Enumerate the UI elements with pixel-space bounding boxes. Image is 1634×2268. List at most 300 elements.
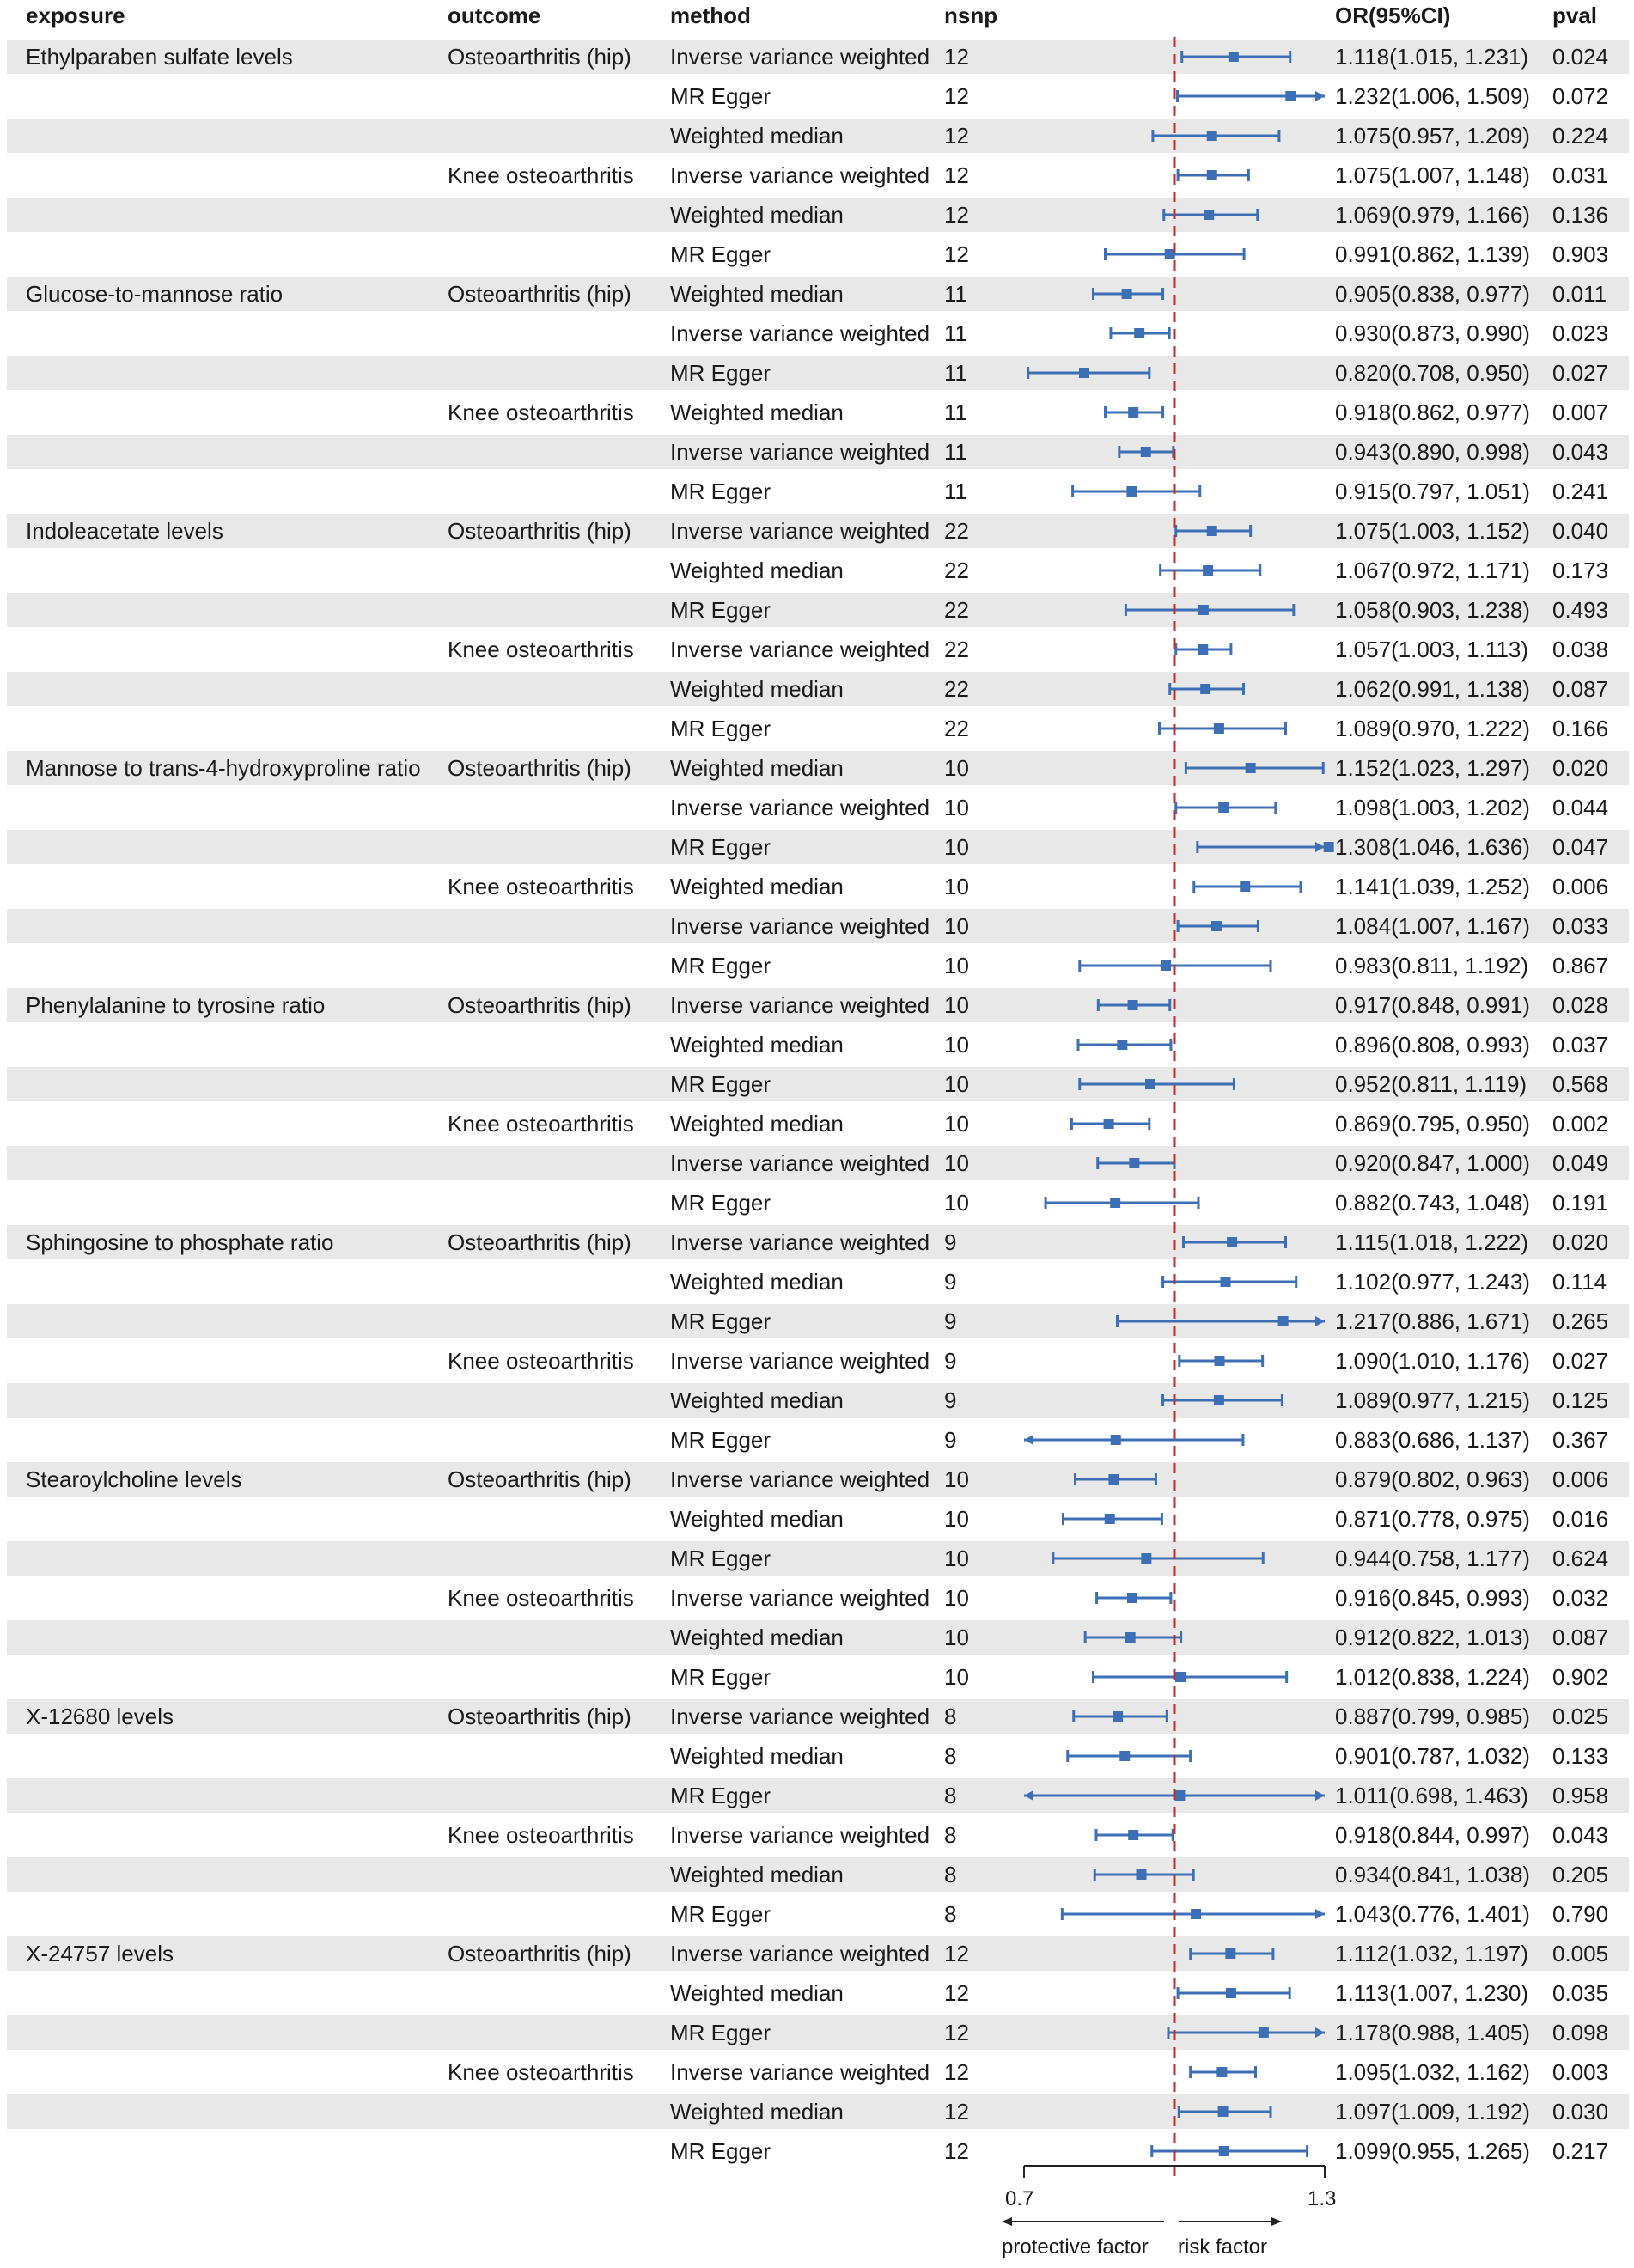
method-cell: MR Egger bbox=[670, 1308, 771, 1334]
nsnp-cell: 8 bbox=[944, 1704, 957, 1729]
or-ci-cell: 1.043(0.776, 1.401) bbox=[1335, 1901, 1530, 1927]
ci-arrow-right bbox=[1315, 1316, 1325, 1326]
method-cell: Inverse variance weighted bbox=[670, 1466, 930, 1492]
method-cell: Inverse variance weighted bbox=[670, 1348, 930, 1374]
or-ci-cell: 0.912(0.822, 1.013) bbox=[1335, 1625, 1530, 1650]
exposure-cell: Phenylalanine to tyrosine ratio bbox=[26, 992, 326, 1018]
outcome-cell: Osteoarthritis (hip) bbox=[448, 992, 631, 1018]
or-point bbox=[1215, 1356, 1225, 1366]
method-cell: Weighted median bbox=[670, 1032, 844, 1058]
nsnp-cell: 10 bbox=[944, 1111, 969, 1137]
pval-cell: 0.003 bbox=[1552, 2059, 1609, 2085]
or-ci-cell: 1.141(1.039, 1.252) bbox=[1335, 874, 1530, 899]
pval-cell: 0.027 bbox=[1552, 360, 1609, 386]
or-point bbox=[1204, 210, 1214, 220]
or-point bbox=[1198, 644, 1208, 655]
nsnp-cell: 22 bbox=[944, 716, 969, 741]
pval-cell: 0.011 bbox=[1552, 281, 1607, 307]
or-ci-cell: 0.869(0.795, 0.950) bbox=[1335, 1111, 1530, 1137]
nsnp-cell: 11 bbox=[944, 439, 967, 465]
or-point bbox=[1218, 2106, 1229, 2117]
outcome-cell: Osteoarthritis (hip) bbox=[448, 281, 631, 307]
or-ci-cell: 0.901(0.787, 1.032) bbox=[1335, 1743, 1530, 1769]
method-cell: MR Egger bbox=[670, 1783, 771, 1808]
method-cell: Inverse variance weighted bbox=[670, 913, 930, 939]
axis-max-label: 1.3 bbox=[1308, 2187, 1337, 2210]
method-cell: Inverse variance weighted bbox=[670, 1585, 930, 1611]
or-ci-cell: 0.915(0.797, 1.051) bbox=[1335, 479, 1530, 504]
ci-arrow-right bbox=[1315, 1790, 1325, 1801]
ci-arrow-left bbox=[1024, 1435, 1033, 1445]
or-point bbox=[1225, 1948, 1235, 1959]
method-cell: Weighted median bbox=[670, 558, 844, 583]
nsnp-cell: 12 bbox=[944, 2099, 969, 2125]
or-point bbox=[1207, 170, 1217, 180]
or-ci-cell: 0.934(0.841, 1.038) bbox=[1335, 1862, 1530, 1887]
nsnp-cell: 12 bbox=[944, 2138, 969, 2164]
pval-cell: 0.205 bbox=[1552, 1862, 1609, 1887]
or-point bbox=[1128, 1830, 1138, 1840]
risk-factor-label: risk factor bbox=[1178, 2235, 1268, 2259]
pval-cell: 0.040 bbox=[1552, 518, 1609, 544]
or-ci-cell: 1.089(0.977, 1.215) bbox=[1335, 1387, 1530, 1413]
ci-arrow-right bbox=[1315, 842, 1325, 852]
or-ci-cell: 0.883(0.686, 1.137) bbox=[1335, 1427, 1530, 1453]
or-ci-cell: 0.918(0.844, 0.997) bbox=[1335, 1822, 1530, 1848]
or-point bbox=[1126, 486, 1137, 497]
or-point bbox=[1145, 1079, 1155, 1089]
method-cell: MR Egger bbox=[670, 241, 771, 267]
or-ci-cell: 0.944(0.758, 1.177) bbox=[1335, 1546, 1530, 1571]
or-ci-cell: 0.896(0.808, 0.993) bbox=[1335, 1032, 1530, 1058]
or-ci-cell: 1.012(0.838, 1.224) bbox=[1335, 1664, 1530, 1690]
pval-cell: 0.006 bbox=[1552, 1466, 1609, 1492]
method-cell: MR Egger bbox=[670, 1546, 771, 1571]
pval-cell: 0.624 bbox=[1552, 1546, 1609, 1571]
method-cell: Inverse variance weighted bbox=[670, 518, 930, 544]
method-cell: Weighted median bbox=[670, 281, 844, 307]
pval-cell: 0.136 bbox=[1552, 202, 1609, 228]
method-cell: MR Egger bbox=[670, 1071, 771, 1097]
or-point bbox=[1285, 91, 1296, 101]
or-ci-cell: 1.152(1.023, 1.297) bbox=[1335, 755, 1530, 781]
method-cell: Inverse variance weighted bbox=[670, 162, 930, 188]
or-ci-cell: 1.113(1.007, 1.230) bbox=[1335, 1980, 1529, 2006]
method-cell: MR Egger bbox=[670, 834, 771, 860]
nsnp-cell: 9 bbox=[944, 1269, 957, 1295]
or-point bbox=[1125, 1632, 1136, 1643]
ci-arrow-left bbox=[1024, 1790, 1033, 1801]
pval-cell: 0.568 bbox=[1552, 1071, 1609, 1097]
method-cell: Inverse variance weighted bbox=[670, 1941, 930, 1966]
nsnp-cell: 22 bbox=[944, 518, 969, 544]
outcome-cell: Osteoarthritis (hip) bbox=[448, 1704, 631, 1729]
nsnp-cell: 12 bbox=[944, 44, 969, 70]
pval-cell: 0.072 bbox=[1552, 83, 1609, 109]
or-point bbox=[1079, 368, 1089, 378]
or-ci-cell: 0.882(0.743, 1.048) bbox=[1335, 1190, 1530, 1216]
or-ci-cell: 1.075(1.007, 1.148) bbox=[1335, 162, 1530, 188]
or-ci-cell: 0.918(0.862, 0.977) bbox=[1335, 399, 1530, 425]
or-point bbox=[1227, 1237, 1237, 1247]
outcome-cell: Knee osteoarthritis bbox=[448, 637, 634, 662]
or-point bbox=[1113, 1711, 1123, 1722]
or-ci-cell: 1.308(1.046, 1.636) bbox=[1335, 834, 1530, 860]
method-cell: MR Egger bbox=[670, 1901, 771, 1927]
method-cell: MR Egger bbox=[670, 716, 771, 741]
header-outcome: outcome bbox=[448, 3, 541, 28]
method-cell: Inverse variance weighted bbox=[670, 320, 930, 346]
nsnp-cell: 10 bbox=[944, 1466, 969, 1492]
nsnp-cell: 12 bbox=[944, 202, 969, 228]
or-point bbox=[1105, 1514, 1115, 1524]
method-cell: MR Egger bbox=[670, 1190, 771, 1216]
nsnp-cell: 10 bbox=[944, 913, 969, 939]
pval-cell: 0.867 bbox=[1552, 953, 1609, 979]
nsnp-cell: 10 bbox=[944, 953, 969, 979]
method-cell: Inverse variance weighted bbox=[670, 439, 930, 465]
pval-cell: 0.002 bbox=[1552, 1111, 1609, 1137]
or-point bbox=[1137, 1869, 1147, 1880]
outcome-cell: Knee osteoarthritis bbox=[448, 399, 634, 425]
pval-cell: 0.024 bbox=[1552, 44, 1609, 70]
or-point bbox=[1246, 763, 1256, 773]
nsnp-cell: 12 bbox=[944, 1941, 969, 1966]
or-ci-cell: 1.217(0.886, 1.671) bbox=[1335, 1308, 1530, 1334]
pval-cell: 0.033 bbox=[1552, 913, 1609, 939]
pval-cell: 0.038 bbox=[1552, 637, 1609, 662]
pval-cell: 0.020 bbox=[1552, 755, 1609, 781]
or-point bbox=[1259, 2027, 1269, 2038]
nsnp-cell: 11 bbox=[944, 360, 967, 386]
nsnp-cell: 10 bbox=[944, 1585, 969, 1611]
pval-cell: 0.028 bbox=[1552, 992, 1609, 1018]
or-point bbox=[1141, 1553, 1151, 1564]
or-point bbox=[1191, 1909, 1201, 1919]
or-point bbox=[1122, 289, 1132, 299]
or-point bbox=[1175, 1672, 1186, 1682]
pval-cell: 0.037 bbox=[1552, 1032, 1609, 1058]
pval-cell: 0.005 bbox=[1552, 1941, 1609, 1966]
nsnp-cell: 22 bbox=[944, 637, 969, 662]
or-point bbox=[1278, 1316, 1289, 1326]
nsnp-cell: 9 bbox=[944, 1427, 957, 1453]
method-cell: Weighted median bbox=[670, 123, 844, 149]
pval-cell: 0.023 bbox=[1552, 320, 1609, 346]
exposure-cell: Mannose to trans-4-hydroxyproline ratio bbox=[26, 755, 421, 781]
or-point bbox=[1207, 526, 1217, 536]
method-cell: Weighted median bbox=[670, 202, 844, 228]
or-point bbox=[1108, 1474, 1119, 1485]
or-point bbox=[1229, 52, 1239, 62]
nsnp-cell: 8 bbox=[944, 1822, 957, 1848]
ci-arrow-right bbox=[1315, 91, 1325, 101]
or-point bbox=[1219, 2146, 1229, 2156]
or-point bbox=[1110, 1198, 1120, 1208]
nsnp-cell: 10 bbox=[944, 1546, 969, 1571]
or-ci-cell: 0.879(0.802, 0.963) bbox=[1335, 1466, 1530, 1492]
pval-cell: 0.087 bbox=[1552, 676, 1609, 702]
ci-arrow-right bbox=[1315, 1909, 1325, 1919]
or-point bbox=[1207, 131, 1217, 141]
or-ci-cell: 0.920(0.847, 1.000) bbox=[1335, 1150, 1530, 1176]
outcome-cell: Knee osteoarthritis bbox=[448, 2059, 634, 2085]
or-ci-cell: 0.983(0.811, 1.192) bbox=[1335, 953, 1529, 979]
protective-factor-label: protective factor bbox=[1002, 2235, 1149, 2259]
exposure-cell: X-24757 levels bbox=[26, 1941, 174, 1966]
pval-cell: 0.265 bbox=[1552, 1308, 1609, 1334]
outcome-cell: Osteoarthritis (hip) bbox=[448, 1229, 631, 1255]
pval-cell: 0.114 bbox=[1552, 1269, 1607, 1295]
or-ci-cell: 1.069(0.979, 1.166) bbox=[1335, 202, 1530, 228]
nsnp-cell: 11 bbox=[944, 281, 967, 307]
or-ci-cell: 0.820(0.708, 0.950) bbox=[1335, 360, 1530, 386]
or-ci-cell: 0.917(0.848, 0.991) bbox=[1335, 992, 1530, 1018]
method-cell: Weighted median bbox=[670, 676, 844, 702]
header-exposure: exposure bbox=[26, 3, 125, 28]
nsnp-cell: 10 bbox=[944, 834, 969, 860]
method-cell: Inverse variance weighted bbox=[670, 992, 930, 1018]
method-cell: Weighted median bbox=[670, 874, 844, 899]
nsnp-cell: 9 bbox=[944, 1308, 957, 1334]
or-ci-cell: 1.115(1.018, 1.222) bbox=[1335, 1229, 1529, 1255]
or-point bbox=[1111, 1435, 1121, 1445]
or-point bbox=[1117, 1040, 1127, 1050]
pval-cell: 0.047 bbox=[1552, 834, 1609, 860]
risk-arrow-head bbox=[1271, 2217, 1282, 2226]
pval-cell: 0.367 bbox=[1552, 1427, 1609, 1453]
method-cell: Weighted median bbox=[670, 1111, 844, 1137]
outcome-cell: Knee osteoarthritis bbox=[448, 162, 634, 188]
pval-cell: 0.006 bbox=[1552, 874, 1609, 899]
or-ci-cell: 1.058(0.903, 1.238) bbox=[1335, 597, 1530, 623]
method-cell: Weighted median bbox=[670, 755, 844, 781]
or-point bbox=[1203, 565, 1213, 576]
ci-arrow-right bbox=[1315, 2027, 1325, 2038]
outcome-cell: Osteoarthritis (hip) bbox=[448, 755, 631, 781]
pval-cell: 0.007 bbox=[1552, 399, 1609, 425]
nsnp-cell: 10 bbox=[944, 1190, 969, 1216]
pval-cell: 0.958 bbox=[1552, 1783, 1609, 1808]
or-point bbox=[1200, 684, 1210, 694]
method-cell: Weighted median bbox=[670, 1743, 844, 1769]
or-point bbox=[1218, 802, 1229, 813]
nsnp-cell: 9 bbox=[944, 1229, 957, 1255]
nsnp-cell: 10 bbox=[944, 992, 969, 1018]
or-ci-cell: 1.062(0.991, 1.138) bbox=[1335, 676, 1530, 702]
or-ci-cell: 1.090(1.010, 1.176) bbox=[1335, 1348, 1530, 1374]
or-ci-cell: 1.112(1.032, 1.197) bbox=[1335, 1941, 1529, 1966]
or-ci-cell: 1.098(1.003, 1.202) bbox=[1335, 795, 1530, 820]
nsnp-cell: 10 bbox=[944, 755, 969, 781]
or-ci-cell: 1.099(0.955, 1.265) bbox=[1335, 2138, 1530, 2164]
nsnp-cell: 12 bbox=[944, 2020, 969, 2045]
pval-cell: 0.043 bbox=[1552, 1822, 1609, 1848]
nsnp-cell: 22 bbox=[944, 558, 969, 583]
method-cell: MR Egger bbox=[670, 597, 771, 623]
or-ci-cell: 0.871(0.778, 0.975) bbox=[1335, 1506, 1530, 1532]
or-ci-cell: 1.067(0.972, 1.171) bbox=[1335, 558, 1530, 583]
nsnp-cell: 10 bbox=[944, 1150, 969, 1176]
header-nsnp: nsnp bbox=[944, 3, 998, 28]
nsnp-cell: 9 bbox=[944, 1348, 957, 1374]
nsnp-cell: 12 bbox=[944, 241, 969, 267]
pval-cell: 0.016 bbox=[1552, 1506, 1609, 1532]
pval-cell: 0.903 bbox=[1552, 241, 1609, 267]
pval-cell: 0.030 bbox=[1552, 2099, 1609, 2125]
nsnp-cell: 10 bbox=[944, 1032, 969, 1058]
exposure-cell: Indoleacetate levels bbox=[26, 518, 223, 544]
or-point bbox=[1216, 2067, 1227, 2077]
method-cell: Inverse variance weighted bbox=[670, 1150, 930, 1176]
or-point bbox=[1134, 328, 1144, 338]
or-point bbox=[1128, 1000, 1138, 1010]
exposure-cell: Stearoylcholine levels bbox=[26, 1466, 242, 1492]
or-point bbox=[1198, 605, 1209, 615]
or-point bbox=[1240, 881, 1250, 892]
method-cell: MR Egger bbox=[670, 1427, 771, 1453]
or-point bbox=[1128, 407, 1138, 418]
outcome-cell: Knee osteoarthritis bbox=[448, 1822, 634, 1848]
method-cell: MR Egger bbox=[670, 479, 771, 504]
or-ci-cell: 1.057(1.003, 1.113) bbox=[1335, 637, 1529, 662]
or-ci-cell: 0.952(0.811, 1.119) bbox=[1335, 1071, 1527, 1097]
method-cell: MR Egger bbox=[670, 360, 771, 386]
pval-cell: 0.224 bbox=[1552, 123, 1609, 149]
method-cell: MR Egger bbox=[670, 953, 771, 979]
protective-arrow-head bbox=[1002, 2217, 1012, 2226]
method-cell: Weighted median bbox=[670, 2099, 844, 2125]
nsnp-cell: 12 bbox=[944, 83, 969, 109]
or-ci-cell: 1.178(0.988, 1.405) bbox=[1335, 2020, 1530, 2045]
pval-cell: 0.031 bbox=[1552, 162, 1609, 188]
method-cell: Weighted median bbox=[670, 1862, 844, 1887]
outcome-cell: Knee osteoarthritis bbox=[448, 1348, 634, 1374]
or-ci-cell: 1.089(0.970, 1.222) bbox=[1335, 716, 1530, 741]
nsnp-cell: 9 bbox=[944, 1387, 957, 1413]
method-cell: Weighted median bbox=[670, 1506, 844, 1532]
method-cell: Inverse variance weighted bbox=[670, 1229, 930, 1255]
or-point bbox=[1129, 1158, 1139, 1168]
outcome-cell: Osteoarthritis (hip) bbox=[448, 1941, 631, 1966]
nsnp-cell: 8 bbox=[944, 1901, 957, 1927]
outcome-cell: Osteoarthritis (hip) bbox=[448, 1466, 631, 1492]
pval-cell: 0.217 bbox=[1552, 2138, 1609, 2164]
pval-cell: 0.049 bbox=[1552, 1150, 1609, 1176]
nsnp-cell: 22 bbox=[944, 597, 969, 623]
nsnp-cell: 12 bbox=[944, 2059, 969, 2085]
or-ci-cell: 1.011(0.698, 1.463) bbox=[1335, 1783, 1529, 1808]
pval-cell: 0.493 bbox=[1552, 597, 1609, 623]
or-point bbox=[1226, 1988, 1236, 1998]
or-ci-cell: 1.095(1.032, 1.162) bbox=[1335, 2059, 1530, 2085]
or-ci-cell: 1.075(1.003, 1.152) bbox=[1335, 518, 1530, 544]
nsnp-cell: 12 bbox=[944, 123, 969, 149]
nsnp-cell: 8 bbox=[944, 1743, 957, 1769]
nsnp-cell: 10 bbox=[944, 1625, 969, 1650]
or-point bbox=[1211, 921, 1222, 931]
method-cell: Weighted median bbox=[670, 1387, 844, 1413]
nsnp-cell: 10 bbox=[944, 795, 969, 820]
method-cell: MR Egger bbox=[670, 2020, 771, 2045]
pval-cell: 0.020 bbox=[1552, 1229, 1609, 1255]
pval-cell: 0.044 bbox=[1552, 795, 1609, 820]
or-point bbox=[1324, 842, 1334, 852]
header-or-ci: OR(95%CI) bbox=[1335, 3, 1451, 28]
method-cell: MR Egger bbox=[670, 83, 771, 109]
pval-cell: 0.902 bbox=[1552, 1664, 1609, 1690]
outcome-cell: Knee osteoarthritis bbox=[448, 874, 634, 899]
method-cell: Weighted median bbox=[670, 1625, 844, 1650]
or-point bbox=[1127, 1593, 1137, 1603]
method-cell: Weighted median bbox=[670, 399, 844, 425]
method-cell: Inverse variance weighted bbox=[670, 2059, 930, 2085]
pval-cell: 0.035 bbox=[1552, 1980, 1609, 2006]
header-pval: pval bbox=[1552, 3, 1598, 28]
outcome-cell: Knee osteoarthritis bbox=[448, 1111, 634, 1137]
or-ci-cell: 0.887(0.799, 0.985) bbox=[1335, 1704, 1530, 1729]
nsnp-cell: 8 bbox=[944, 1862, 957, 1887]
or-ci-cell: 1.075(0.957, 1.209) bbox=[1335, 123, 1530, 149]
exposure-cell: X-12680 levels bbox=[26, 1704, 174, 1729]
or-ci-cell: 1.102(0.977, 1.243) bbox=[1335, 1269, 1530, 1295]
method-cell: MR Egger bbox=[670, 1664, 771, 1690]
outcome-cell: Osteoarthritis (hip) bbox=[448, 518, 631, 544]
method-cell: Inverse variance weighted bbox=[670, 44, 930, 70]
method-cell: Weighted median bbox=[670, 1980, 844, 2006]
exposure-cell: Ethylparaben sulfate levels bbox=[26, 44, 293, 70]
or-point bbox=[1214, 723, 1224, 734]
or-ci-cell: 1.232(1.006, 1.509) bbox=[1335, 83, 1530, 109]
nsnp-cell: 10 bbox=[944, 1664, 969, 1690]
or-ci-cell: 1.118(1.015, 1.231) bbox=[1335, 44, 1529, 70]
pval-cell: 0.098 bbox=[1552, 2020, 1609, 2045]
pval-cell: 0.043 bbox=[1552, 439, 1609, 465]
or-point bbox=[1214, 1395, 1224, 1405]
outcome-cell: Knee osteoarthritis bbox=[448, 1585, 634, 1611]
or-point bbox=[1104, 1119, 1114, 1129]
header-method: method bbox=[670, 3, 751, 28]
nsnp-cell: 11 bbox=[944, 479, 967, 504]
axis-min-label: 0.7 bbox=[1005, 2187, 1034, 2210]
nsnp-cell: 10 bbox=[944, 1506, 969, 1532]
pval-cell: 0.087 bbox=[1552, 1625, 1609, 1650]
pval-cell: 0.133 bbox=[1552, 1743, 1609, 1769]
or-ci-cell: 0.930(0.873, 0.990) bbox=[1335, 320, 1530, 346]
or-ci-cell: 0.905(0.838, 0.977) bbox=[1335, 281, 1530, 307]
method-cell: Inverse variance weighted bbox=[670, 795, 930, 820]
method-cell: MR Egger bbox=[670, 2138, 771, 2164]
or-point bbox=[1119, 1751, 1130, 1761]
pval-cell: 0.191 bbox=[1552, 1190, 1609, 1216]
pval-cell: 0.125 bbox=[1552, 1387, 1609, 1413]
pval-cell: 0.166 bbox=[1552, 716, 1609, 741]
pval-cell: 0.032 bbox=[1552, 1585, 1609, 1611]
or-point bbox=[1221, 1277, 1231, 1287]
pval-cell: 0.173 bbox=[1552, 558, 1609, 583]
pval-cell: 0.027 bbox=[1552, 1348, 1609, 1374]
method-cell: Inverse variance weighted bbox=[670, 1704, 930, 1729]
nsnp-cell: 10 bbox=[944, 1071, 969, 1097]
or-ci-cell: 1.084(1.007, 1.167) bbox=[1335, 913, 1530, 939]
nsnp-cell: 22 bbox=[944, 676, 969, 702]
or-point bbox=[1174, 1790, 1185, 1801]
or-ci-cell: 1.097(1.009, 1.192) bbox=[1335, 2099, 1530, 2125]
nsnp-cell: 11 bbox=[944, 320, 967, 346]
nsnp-cell: 10 bbox=[944, 874, 969, 899]
pval-cell: 0.790 bbox=[1552, 1901, 1609, 1927]
or-point bbox=[1161, 960, 1171, 971]
